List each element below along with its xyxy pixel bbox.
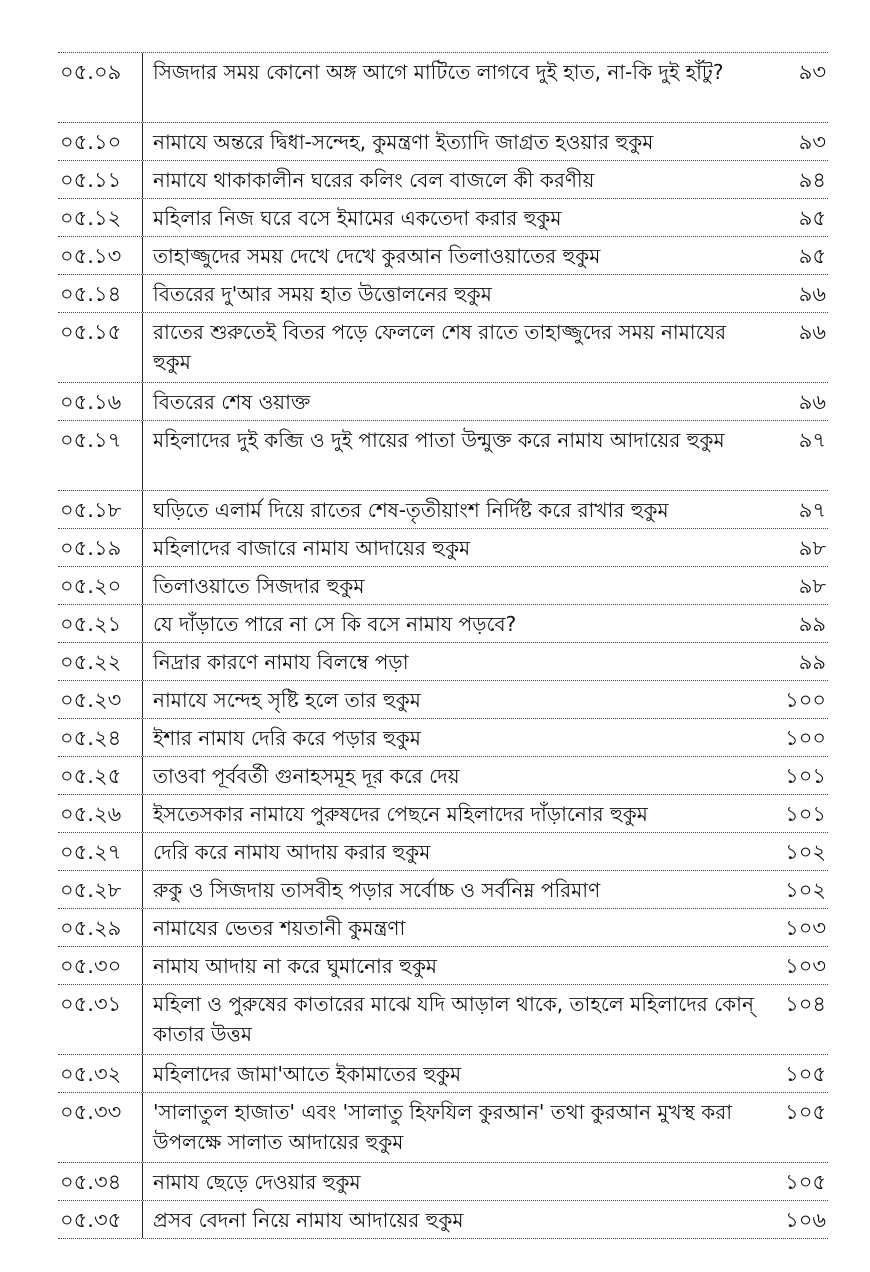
entry-title: তাওবা পূর্ববর্তী গুনাহসমূহ দূর করে দেয় <box>153 764 460 788</box>
entry-title: ঘড়িতে এলার্ম দিয়ে রাতের শেষ-তৃতীয়াংশ নির্দিষ্ট করে রাখার হুকুম <box>153 498 669 522</box>
entry-page-number: ৯৫ <box>798 244 826 268</box>
entry-number: ০৫.১১ <box>60 168 122 192</box>
toc-entry <box>58 871 828 909</box>
entry-title: মহিলার নিজ ঘরে বসে ইমামের একতেদা করার হুকুম <box>153 206 562 230</box>
entry-title: ইসতেসকার নামাযে পুরুষদের পেছনে মহিলাদের দাঁড়ানোর হুকুম <box>153 802 648 826</box>
entry-title: মহিলাদের জামা'আতে ইকামাতের হুকুম <box>153 1062 462 1086</box>
entry-number: ০৫.১৭ <box>60 428 122 452</box>
entry-page-number: ৯৩ <box>798 60 826 84</box>
entry-title: দেরি করে নামায আদায় করার হুকুম <box>153 840 431 864</box>
entry-title: মহিলাদের বাজারে নামায আদায়ের হুকুম <box>153 536 471 560</box>
entry-page-number: ১০৫ <box>785 1062 826 1086</box>
entry-title: যে দাঁড়াতে পারে না সে কি বসে নামায পড়বে? <box>153 612 517 636</box>
entry-page-number: ১০৫ <box>785 1100 826 1124</box>
toc-entry <box>58 313 828 383</box>
toc-entry <box>58 1163 828 1201</box>
entry-number: ০৫.২৯ <box>60 916 122 940</box>
toc-entry <box>58 757 828 795</box>
entry-title: নামাযে অন্তরে দ্বিধা-সন্দেহ, কুমন্ত্রণা ইত্যাদি জাগ্রত হওয়ার হুকুম <box>153 130 654 154</box>
entry-number: ০৫.২৩ <box>60 688 122 712</box>
entry-number: ০৫.১২ <box>60 206 122 230</box>
toc-entry <box>58 947 828 985</box>
toc-entry <box>58 1093 828 1163</box>
entry-page-number: ১০০ <box>785 726 826 750</box>
entry-number: ০৫.১৪ <box>60 282 122 306</box>
toc-entry <box>58 795 828 833</box>
entry-number: ০৫.২১ <box>60 612 122 636</box>
entry-number: ০৫.১৯ <box>60 536 122 560</box>
entry-title: রাতের শুরুতেই বিতর পড়ে ফেললে শেষ রাতে তাহাজ্জুদের সময় নামাযের হুকুম <box>153 320 727 374</box>
toc-entry <box>58 605 828 643</box>
toc-entry <box>58 53 828 123</box>
entry-title: 'সালাতুল হাজাত' এবং 'সালাতু হিফযিল কুরআন' তথা কুরআন মুখস্থ করা উপলক্ষে সালাত আদায়ের হুকুম <box>153 1100 733 1154</box>
entry-page-number: ৯৬ <box>798 282 826 306</box>
entry-page-number: ১০৩ <box>785 954 826 978</box>
entry-title: নিদ্রার কারণে নামায বিলম্বে পড়া <box>153 650 409 674</box>
entry-title: তিলাওয়াতে সিজদার হুকুম <box>153 574 365 598</box>
entry-number: ০৫.৩১ <box>60 992 122 1016</box>
entry-title: প্রসব বেদনা নিয়ে নামায আদায়ের হুকুম <box>153 1208 464 1232</box>
toc-entry <box>58 1055 828 1093</box>
entry-number: ০৫.২৫ <box>60 764 122 788</box>
entry-number: ০৫.৩৪ <box>60 1170 122 1194</box>
toc-entry <box>58 421 828 491</box>
entry-page-number: ১০১ <box>785 802 826 826</box>
entry-page-number: ৯৪ <box>798 168 826 192</box>
entry-number: ০৫.৩৩ <box>60 1100 122 1124</box>
entry-page-number: ১০২ <box>785 878 826 902</box>
entry-number: ০৫.১০ <box>60 130 122 154</box>
entry-page-number: ১০৫ <box>785 1170 826 1194</box>
entry-title: মহিলা ও পুরুষের কাতারের মাঝে যদি আড়াল থাকে, তাহলে মহিলাদের কোন্ কাতার উত্তম <box>153 992 754 1046</box>
toc-entry <box>58 909 828 947</box>
toc-entry <box>58 123 828 161</box>
entry-title: নামায আদায় না করে ঘুমানোর হুকুম <box>153 954 438 978</box>
toc-table <box>58 52 828 1239</box>
entry-number: ০৫.২০ <box>60 574 122 598</box>
toc-entry <box>58 161 828 199</box>
entry-title: নামাযের ভেতর শয়তানী কুমন্ত্রণা <box>153 916 406 940</box>
entry-page-number: ১০৪ <box>785 992 826 1016</box>
entry-title: তাহাজ্জুদের সময় দেখে দেখে কুরআন তিলাওয়াতের হুকুম <box>153 244 601 268</box>
entry-page-number: ১০১ <box>785 764 826 788</box>
entry-page-number: ৯৭ <box>798 428 826 452</box>
entry-title: বিতরের দু'আর সময় হাত উত্তোলনের হুকুম <box>153 282 492 306</box>
entry-number: ০৫.১৩ <box>60 244 122 268</box>
entry-title: নামাযে থাকাকালীন ঘরের কলিং বেল বাজলে কী করণীয় <box>153 168 595 192</box>
entry-page-number: ১০০ <box>785 688 826 712</box>
entry-number: ০৫.০৯ <box>60 60 122 84</box>
entry-number: ০৫.৩৫ <box>60 1208 122 1232</box>
toc-entry <box>58 529 828 567</box>
toc-entry <box>58 833 828 871</box>
entry-page-number: ৯৬ <box>798 320 826 344</box>
entry-number: ০৫.২৮ <box>60 878 122 902</box>
toc-entry <box>58 491 828 529</box>
entry-page-number: ৯৬ <box>798 390 826 414</box>
entry-page-number: ৯৫ <box>798 206 826 230</box>
entry-number: ০৫.৩২ <box>60 1062 122 1086</box>
entry-page-number: ৯৮ <box>798 574 826 598</box>
entry-title: মহিলাদের দুই কব্জি ও দুই পায়ের পাতা উন্মুক্ত করে নামায আদায়ের হুকুম <box>153 428 725 452</box>
toc-entry <box>58 237 828 275</box>
toc-entry <box>58 1201 828 1239</box>
entry-page-number: ১০৬ <box>785 1208 826 1232</box>
entry-number: ০৫.৩০ <box>60 954 122 978</box>
entry-page-number: ৯৯ <box>798 612 826 636</box>
toc-entry <box>58 985 828 1055</box>
entry-title: নামাযে সন্দেহ সৃষ্টি হলে তার হুকুম <box>153 688 421 712</box>
toc-entry <box>58 719 828 757</box>
toc-entry <box>58 567 828 605</box>
entry-page-number: ১০২ <box>785 840 826 864</box>
entry-title: বিতরের শেষ ওয়াক্ত <box>153 390 311 414</box>
entry-title: রুকু ও সিজদায় তাসবীহ পড়ার সর্বোচ্চ ও সর্বনিম্ন পরিমাণ <box>153 878 601 902</box>
entry-title: সিজদার সময় কোনো অঙ্গ আগে মাটিতে লাগবে দুই হাত, না-কি দুই হাঁটু? <box>153 60 724 84</box>
toc-entry <box>58 681 828 719</box>
entry-page-number: ১০৩ <box>785 916 826 940</box>
toc-entry <box>58 275 828 313</box>
entry-number: ০৫.২৬ <box>60 802 122 826</box>
entry-page-number: ৯৭ <box>798 498 826 522</box>
entry-number: ০৫.১৮ <box>60 498 122 522</box>
entry-title: নামায ছেড়ে দেওয়ার হুকুম <box>153 1170 361 1194</box>
toc-entry <box>58 199 828 237</box>
entry-page-number: ৯৮ <box>798 536 826 560</box>
entry-title: ইশার নামায দেরি করে পড়ার হুকুম <box>153 726 421 750</box>
toc-entry <box>58 643 828 681</box>
entry-number: ০৫.১৫ <box>60 320 122 344</box>
entry-number: ০৫.২২ <box>60 650 122 674</box>
entry-number: ০৫.২৪ <box>60 726 122 750</box>
entry-page-number: ৯৯ <box>798 650 826 674</box>
entry-number: ০৫.২৭ <box>60 840 122 864</box>
entry-page-number: ৯৩ <box>798 130 826 154</box>
entry-number: ০৫.১৬ <box>60 390 122 414</box>
toc-entry <box>58 383 828 421</box>
